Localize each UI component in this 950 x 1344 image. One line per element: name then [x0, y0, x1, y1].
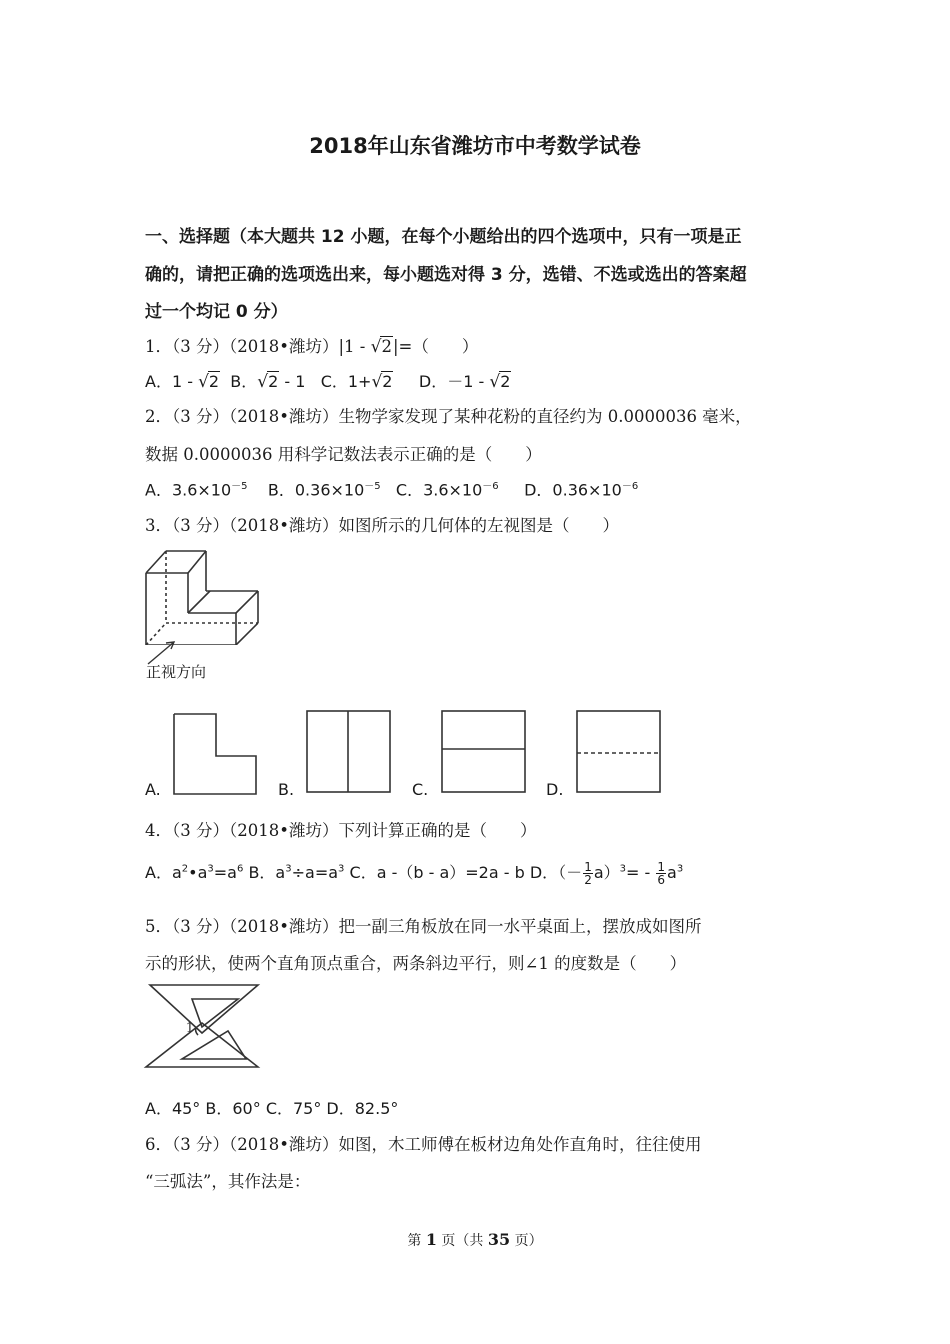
view-direction-label: 正视方向: [146, 663, 207, 681]
question-5-line1: 5．（3 分）（2018•潍坊）把一副三角板放在同一水平桌面上，摆放成如图所: [145, 917, 702, 936]
q4-optA-c: =a: [213, 863, 237, 882]
question-3: 3．（3 分）（2018•潍坊）如图所示的几何体的左视图是（ ）: [145, 516, 619, 535]
q4-optD-e1: 3: [619, 863, 627, 875]
q4-optA-e1: 2: [181, 863, 189, 875]
fraction-half: $\frac{1}{2}$: [584, 860, 592, 887]
q4-optA-e2: 3: [207, 863, 214, 875]
q4-optD-c: = -: [626, 863, 656, 882]
q3-optC-figure: [440, 709, 528, 795]
q2-optB-exp: －5: [364, 481, 381, 492]
section-heading-line2: 确的，请把正确的选项选出来，每小题选对得 3 分，选错、不选或选出的答案超: [145, 265, 747, 285]
section-heading-line3: 过一个均记 0 分）: [145, 302, 288, 322]
page-footer: 第 1 页（共 35 页）: [407, 1230, 543, 1249]
question-2-options: [145, 477, 638, 500]
q2-optB: B．0.36×10: [267, 480, 365, 500]
q2-optD: D．0.36×10: [524, 480, 622, 500]
q3-optC-label: C.: [412, 780, 429, 799]
q3-optD-figure: [575, 709, 663, 795]
q1-expr-right: |=（ ）: [392, 337, 479, 356]
sqrt-icon: √: [489, 372, 501, 392]
q2-optA: A．3.6×10: [145, 480, 232, 500]
q3-optB-figure: [305, 709, 393, 795]
q1-optD-radicand: 2: [500, 372, 511, 391]
q4-optD-d: a: [667, 863, 677, 882]
page-title: 2018年山东省潍坊市中考数学试卷: [309, 134, 641, 158]
q1-optD-pre: D．－1 -: [418, 372, 490, 391]
q1-optA-pre: A．1 -: [145, 372, 199, 391]
q4-optA-e3: 6: [236, 863, 244, 875]
page-number: 1: [425, 1230, 437, 1249]
q3-optA-figure: [172, 712, 260, 796]
section-heading-line1: 一、选择题（本大题共 12 小题，在每个小题给出的四个选项中，只有一项是正: [145, 227, 742, 247]
sqrt-icon: √: [370, 337, 382, 357]
question-5-line2: 示的形状，使两个直角顶点重合，两条斜边平行，则∠1 的度数是（ ）: [145, 954, 687, 973]
q1-optC-pre: C．1+: [320, 372, 372, 391]
q4-optB-e1: 3: [285, 863, 292, 875]
q4-optA-b: •a: [188, 863, 208, 882]
q3-optB-label: B.: [278, 780, 295, 799]
question-6-line2: “三弧法”，其作法是：: [145, 1172, 311, 1191]
q4-optB-b: ÷a=a: [291, 863, 339, 882]
q1-radicand: 2: [381, 337, 392, 356]
q2-optA-exp: －5: [231, 481, 248, 492]
q1-expr-left: |1 -: [338, 337, 371, 356]
q2-optC: C．3.6×10: [395, 480, 483, 500]
question-1: [145, 333, 478, 357]
q4-optD-e2: 3: [676, 863, 684, 875]
q4-optB-e2: 3: [338, 863, 345, 875]
question-1-options: [145, 369, 511, 392]
triangle-boards-figure: [142, 983, 264, 1071]
q1-optC-radicand: 2: [382, 372, 393, 391]
page-total: 35: [487, 1230, 511, 1249]
q1-prefix: 1．（3 分）（2018•潍坊）: [145, 337, 339, 356]
question-5-options: A．45° B．60° C．75° D．82.5°: [145, 1099, 399, 1118]
q2-optD-exp: －6: [621, 481, 639, 492]
question-2-line2: 数据 0.0000036 用科学记数法表示正确的是（ ）: [145, 445, 542, 464]
q4-optD-b: a）: [593, 863, 620, 882]
fraction-sixth: $\frac{1}{6}$: [657, 860, 666, 887]
solid-figure: [140, 545, 265, 645]
sqrt-icon: √: [198, 372, 209, 392]
q4-optD-a: D．（－: [529, 863, 583, 882]
q4-optA-a: A．a: [145, 863, 182, 882]
sqrt-icon: √: [257, 372, 269, 392]
q1-optB-radicand: 2: [268, 372, 279, 391]
question-4: 4．（3 分）（2018•潍坊）下列计算正确的是（ ）: [145, 821, 537, 840]
q3-optA-label: A.: [145, 780, 161, 799]
q1-optA-radicand: 2: [208, 372, 220, 391]
q1-optB-pre: B．: [230, 372, 258, 391]
q4-optB-a: B．a: [248, 863, 286, 882]
question-2-line1: 2．（3 分）（2018•潍坊）生物学家发现了某种花粉的直径约为 0.0000036 毫米，: [145, 407, 752, 426]
q4-optC: C．a -（b - a）=2a - b: [349, 863, 525, 882]
question-4-options: [145, 860, 683, 886]
question-6-line1: 6．（3 分）（2018•潍坊）如图，木工师傅在板材边角处作直角时，往往使用: [145, 1135, 702, 1154]
q1-optB-post: - 1: [279, 372, 306, 391]
q2-optC-exp: －6: [482, 481, 499, 492]
q3-optD-label: D.: [546, 780, 564, 799]
sqrt-icon: √: [371, 372, 383, 392]
angle-label: 1: [185, 1021, 194, 1036]
